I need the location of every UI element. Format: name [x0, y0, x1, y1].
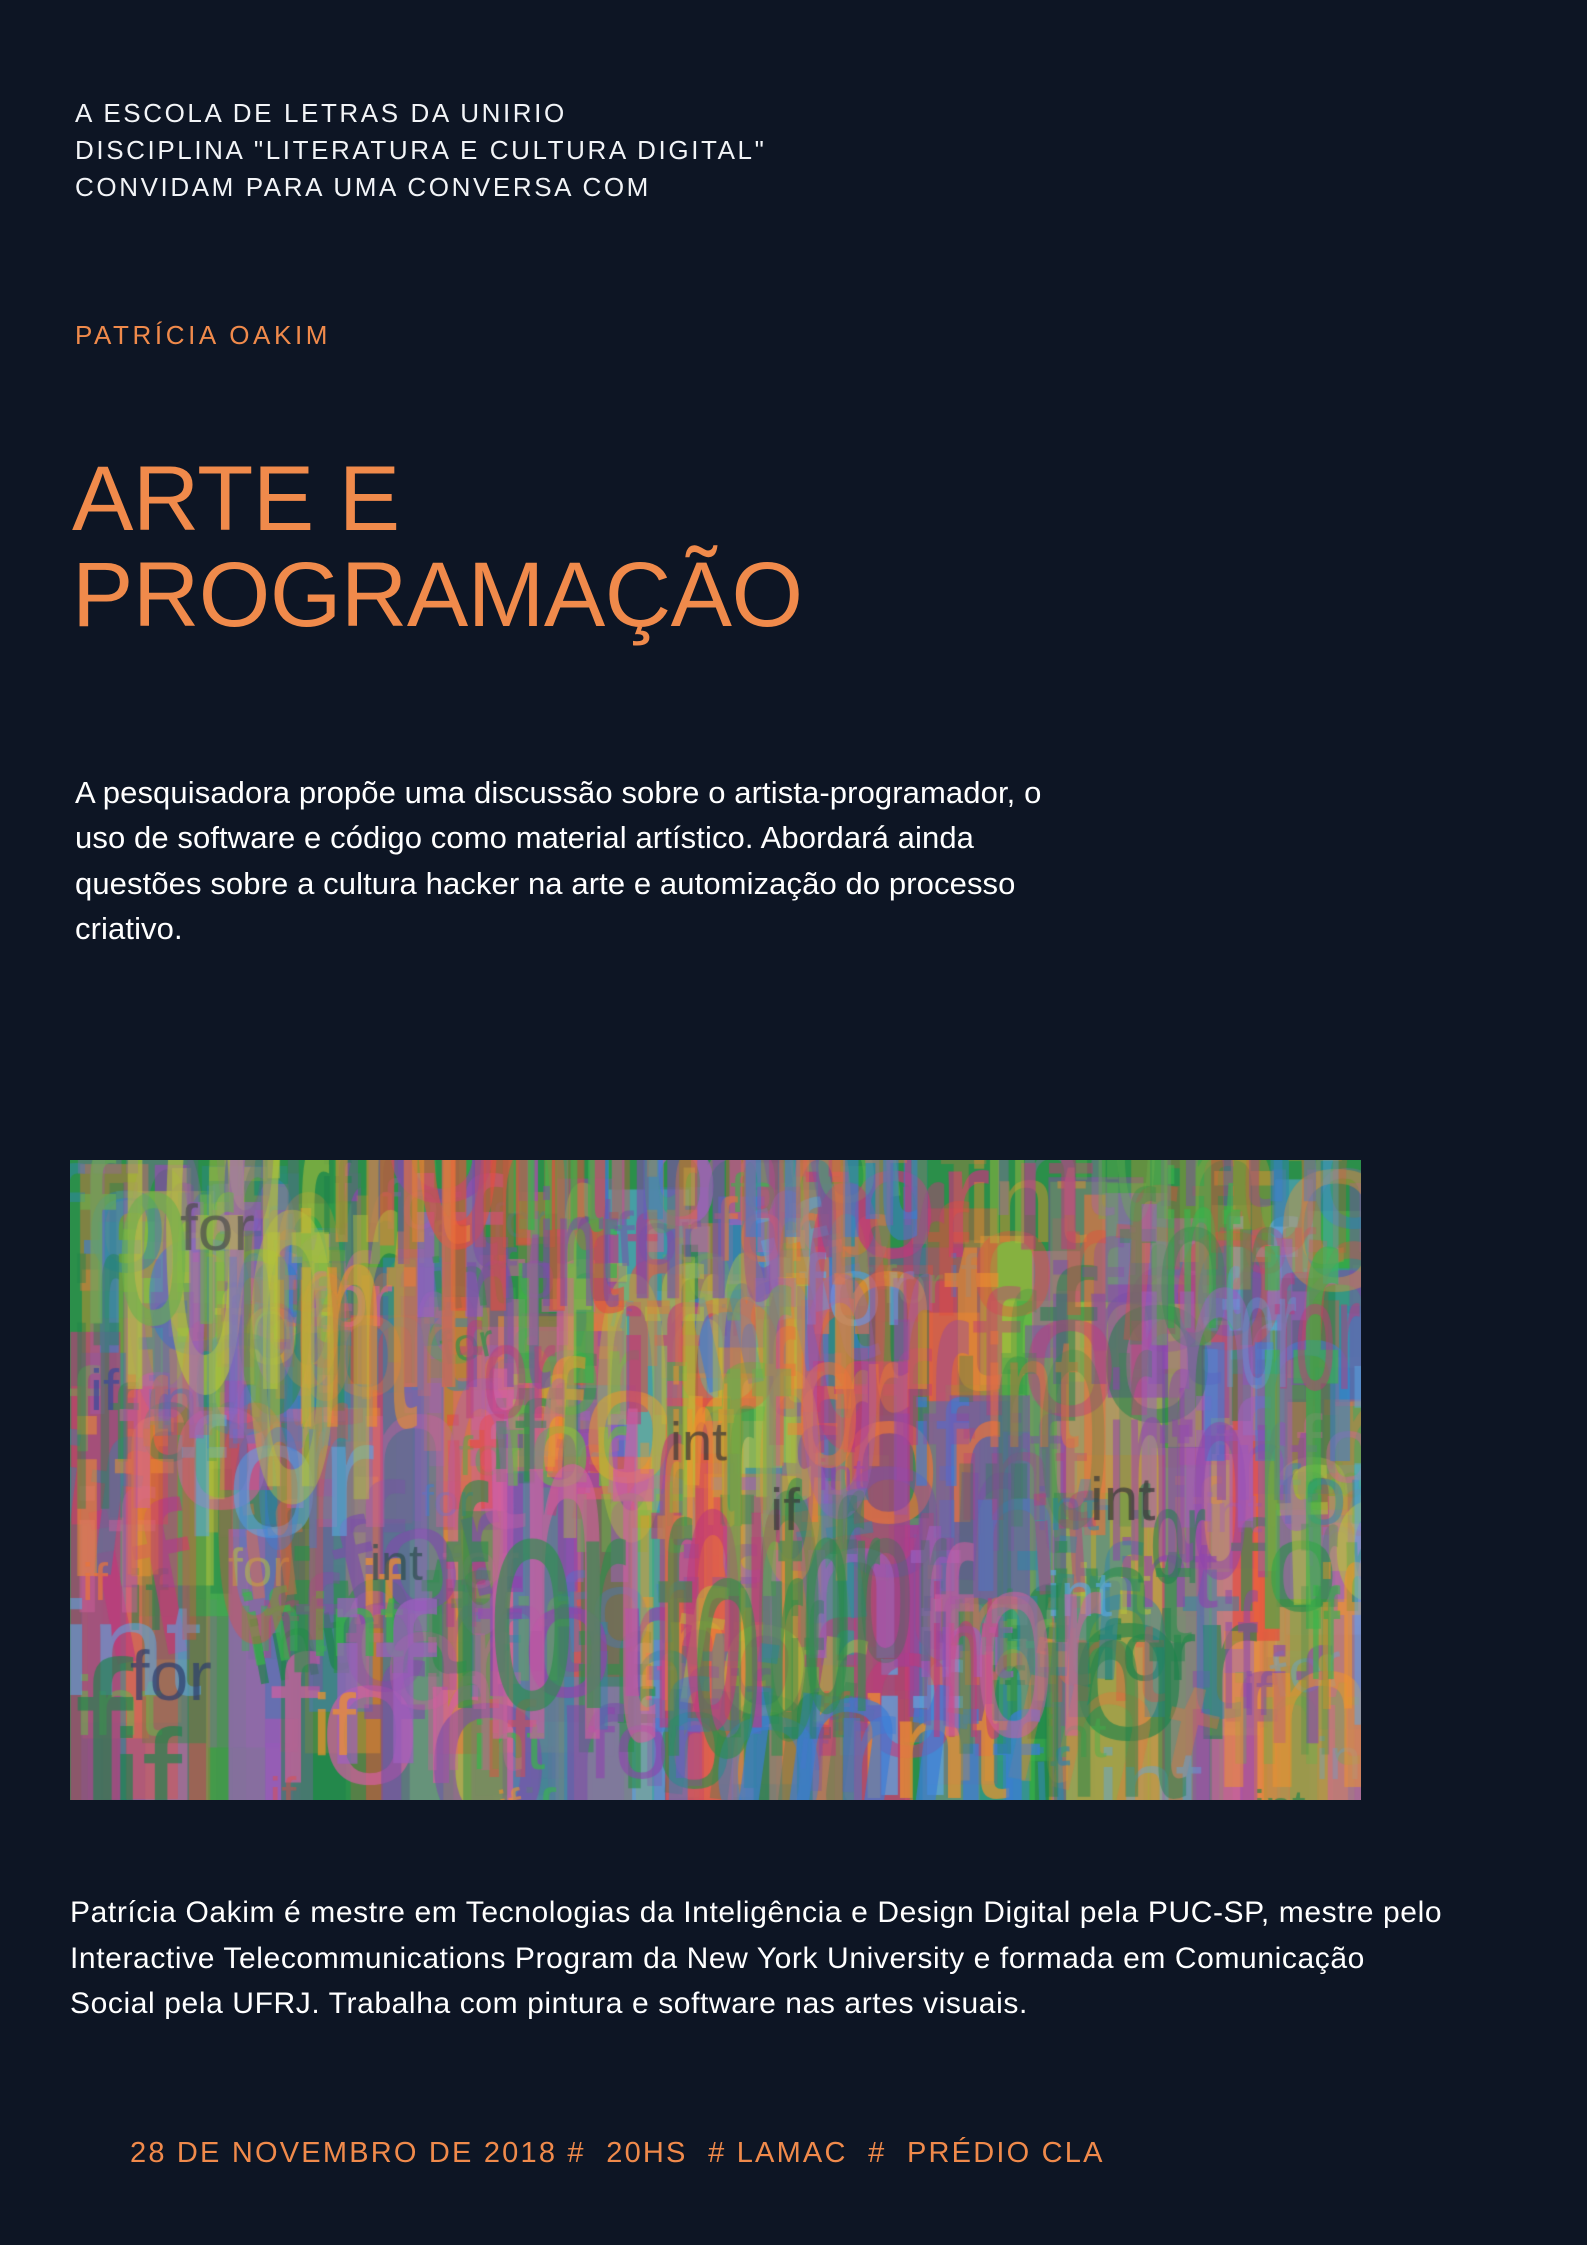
- event-details: 28 DE NOVEMBRO DE 2018 # 20HS # LAMAC # PRÉDIO CLA: [130, 2137, 1105, 2169]
- header-line-2: DISCIPLINA "LITERATURA E CULTURA DIGITAL": [75, 134, 767, 165]
- generative-code-art-canvas: [70, 1160, 1361, 1800]
- title-line-1: ARTE E: [72, 448, 400, 550]
- title-line-2: PROGRAMAÇÃO: [72, 543, 803, 646]
- bio-text: Patrícia Oakim é mestre em Tecnologias da Inteligência e Design Digital pela PUC-SP, mestre pelo Interactive Telecommunications Program da New York University e formada em Comunicação Social pela UFRJ. Trabalha com pintura e software nas artes visuais.: [70, 1896, 1443, 2021]
- abstract-text: A pesquisadora propõe uma discussão sobre o artista-programador, o uso de software e código como material artístico. Abordará ainda questões sobre a cultura hacker na arte e automização do processo criativo.: [75, 775, 1042, 946]
- header-line-1: A ESCOLA DE LETRAS DA UNIRIO: [75, 98, 567, 128]
- header-block: [75, 95, 766, 206]
- speaker-name: PATRÍCIA OAKIM: [75, 320, 332, 350]
- page-title: [72, 448, 803, 646]
- header-line-3: CONVIDAM PARA UMA CONVERSA COM: [75, 171, 651, 202]
- artwork-image: [70, 1160, 1361, 1800]
